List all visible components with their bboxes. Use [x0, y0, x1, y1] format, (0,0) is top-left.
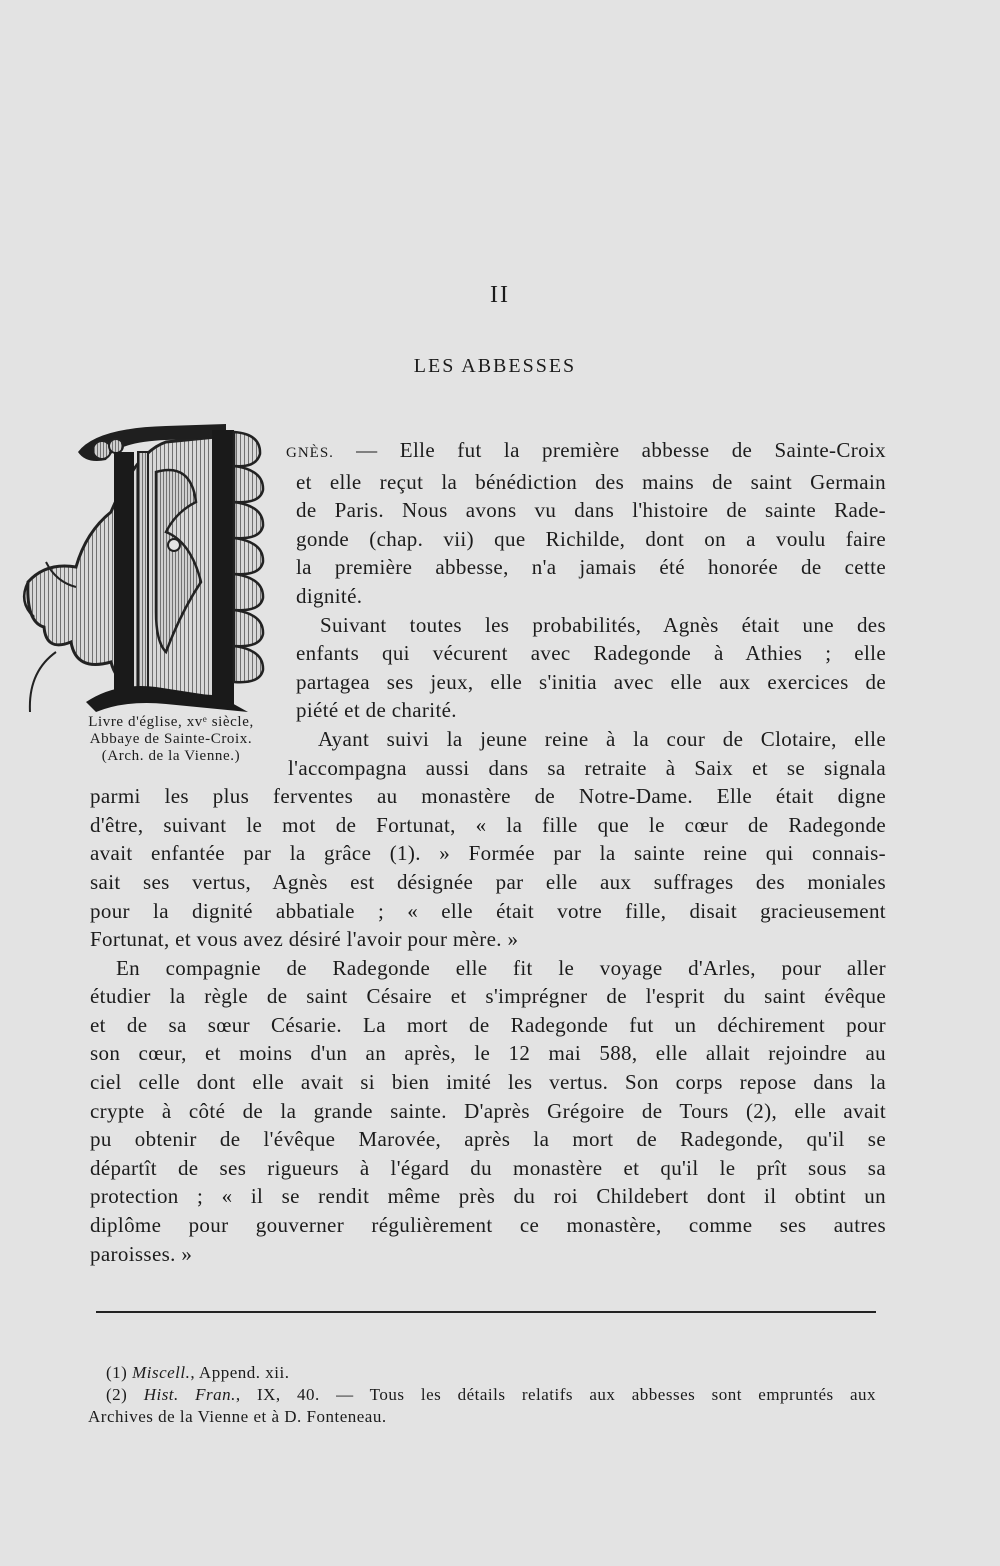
- text-line: pu obtenir de l'évêque Marovée, après la mort de Radegonde, qu'il se: [90, 1127, 886, 1152]
- footnote-2: (2) Hist. Fran., IX, 40. — Tous les détails relatifs aux abbesses sont empruntés aux: [106, 1385, 877, 1404]
- text-line: de Paris. Nous avons vu dans l'histoire de sainte Rade-: [296, 498, 886, 523]
- text-line: et de sa sœur Césarie. La mort de Radegonde fut un déchirement pour: [90, 1012, 886, 1037]
- chapter-title: LES ABBESSES: [413, 355, 577, 377]
- body-text: [90, 436, 886, 1268]
- lead-word: GNÈS.: [286, 445, 334, 461]
- text-line: et elle reçut la bénédiction des mains de saint Germain: [296, 469, 886, 494]
- text-line: partagea ses jeux, elle s'initia avec elle aux exercices de: [296, 669, 886, 694]
- text-line: dignité.: [296, 583, 363, 608]
- text-line: son cœur, et moins d'un an après, le 12 mai 588, elle allait rejoindre au: [90, 1041, 886, 1066]
- footnote-divider: [96, 1311, 876, 1313]
- text-line: ciel celle dont elle avait si bien imité les vertus. Son corps repose dans la: [90, 1070, 886, 1095]
- text-line: Suivant toutes les probabilités, Agnès était une des: [320, 612, 886, 637]
- footnote-2-continuation: Archives de la Vienne et à D. Fonteneau.: [88, 1407, 387, 1426]
- text-line: crypte à côté de la grande sainte. D'après Grégoire de Tours (2), elle avait: [90, 1098, 886, 1123]
- text-line: l'accompagna aussi dans sa retraite à Saix et se signala: [288, 755, 886, 780]
- text-line: pour la dignité abbatiale ; « elle était votre fille, disait gracieusement: [90, 898, 886, 923]
- text-line: d'être, suivant le mot de Fortunat, « la fille que le cœur de Radegonde: [90, 812, 886, 837]
- text-line: avait enfantée par la grâce (1). » Formée par la sainte reine qui connais-: [90, 841, 886, 866]
- caption-line: (Arch. de la Vienne.): [101, 748, 241, 764]
- footnote-1: (1) Miscell., Append. xii.: [106, 1363, 290, 1382]
- text-line: Ayant suivi la jeune reine à la cour de Clotaire, elle: [318, 726, 886, 751]
- caption-line: Abbaye de Sainte-Croix.: [89, 731, 253, 747]
- text-line: la première abbesse, n'a jamais été honorée de cette: [296, 555, 886, 580]
- text-line: étudier la règle de saint Césaire et s'imprégner de l'esprit du saint évêque: [90, 984, 886, 1009]
- caption-line: Livre d'église, xvᵉ siècle,: [88, 714, 254, 730]
- text-line: GNÈS. — Elle fut la première abbesse de Sainte-Croix: [286, 438, 886, 462]
- text-line: piété et de charité.: [296, 698, 457, 723]
- text-line: gonde (chap. vii) que Richilde, dont on a voulu faire: [296, 526, 886, 551]
- text-line: paroisses. »: [90, 1241, 193, 1266]
- text-line: parmi les plus ferventes au monastère de Notre-Dame. Elle était digne: [90, 784, 886, 809]
- text-line: En compagnie de Radegonde elle fit le voyage d'Arles, pour aller: [116, 955, 886, 980]
- text-line: diplôme pour gouverner régulièrement ce monastère, comme ses autres: [90, 1213, 886, 1238]
- text-line: Fortunat, et vous avez désiré l'avoir pour mère. »: [90, 927, 519, 952]
- text-line: départît de ses rigueurs à l'égard du monastère et qu'il le prît sous sa: [90, 1155, 886, 1180]
- footnotes: [88, 1362, 876, 1428]
- text-line: enfants qui vécurent avec Radegonde à Athies ; elle: [296, 641, 886, 666]
- text-line: sait ses vertus, Agnès est désignée par elle aux suffrages des moniales: [90, 869, 886, 894]
- chapter-number: II: [490, 282, 510, 308]
- text-line: protection ; « il se rendit même près du roi Childebert dont il obtint un: [90, 1184, 886, 1209]
